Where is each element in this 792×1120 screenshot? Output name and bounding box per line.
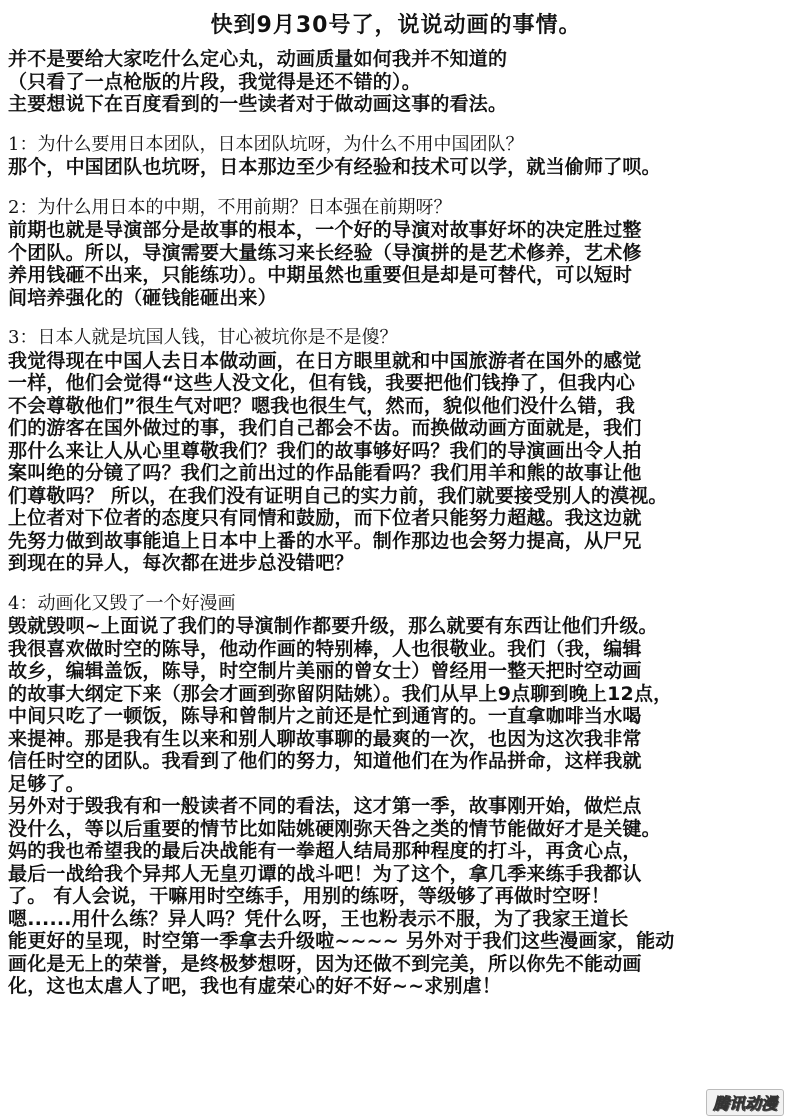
text-line: 到现在的异人，每次都在进步总没错吧？ bbox=[8, 552, 354, 574]
question-heading: 1：为什么要用日本团队，日本团队坑呀，为什么不用中国团队？ bbox=[8, 133, 524, 155]
text-line: 毁就毁呗~上面说了我们的导演制作都要升级，那么就要有东西让他们升级。 bbox=[8, 615, 658, 637]
text-line: 化，这也太虐人了吧，我也有虚荣心的好不好~~求别虐！ bbox=[8, 975, 502, 997]
text-line: （只看了一点枪版的片段，我觉得是还不错的）。 bbox=[8, 70, 421, 93]
text-line: 的故事大纲定下来（那会才画到弥留阴陆姚）。我们从早上9点聊到晚上12点， bbox=[8, 682, 673, 705]
tencent-comic-watermark-logo: 腾讯动漫 bbox=[706, 1089, 784, 1116]
text-line: 主要想说下在百度看到的一些读者对于做动画这事的看法。 bbox=[8, 93, 508, 115]
text-line: 那个，中国团队也坑呀，日本那边至少有经验和技术可以学，就当偷师了呗。 bbox=[8, 156, 661, 178]
text-line: 了。 有人会说，干嘛用时空练手，用别的练呀，等级够了再做时空呀！ bbox=[8, 885, 611, 907]
text-line: 一样，他们会觉得“这些人没文化，但有钱，我要把他们钱挣了，但我内心 bbox=[8, 372, 636, 394]
intro-paragraph bbox=[8, 48, 784, 116]
text-line: 妈的我也希望我的最后决战能有一拳超人结局那种程度的打斗，再贪心点， bbox=[8, 840, 642, 862]
text-line: 并不是要给大家吃什么定心丸，动画质量如何我并不知道的 bbox=[8, 48, 508, 70]
text-line: 来提神。那是我有生以来和别人聊故事聊的最爽的一次，也因为这次我非常 bbox=[8, 727, 642, 750]
text-line: 我觉得现在中国人去日本做动画，在日方眼里就和中国旅游者在国外的感觉 bbox=[8, 349, 642, 372]
section-4 bbox=[8, 593, 784, 998]
text-line: 那什么来让人从心里尊敬我们？我们的故事够好吗？我们的导演画出令人拍 bbox=[8, 439, 642, 462]
text-line: 前期也就是导演部分是故事的根本，一个好的导演对故事好坏的决定胜过整 bbox=[8, 219, 642, 241]
section-3 bbox=[8, 327, 784, 575]
text-line: 我很喜欢做时空的陈导，他动作画的特别棒，人也很敬业。我们（我，编辑 bbox=[8, 637, 642, 660]
text-line: 嗯......用什么练？异人吗？凭什么呀，王也粉表示不服，为了我家王道长 bbox=[8, 907, 629, 930]
text-line: 养用钱砸不出来，只能练功）。中期虽然也重要但是却是可替代，可以短时 bbox=[8, 264, 633, 286]
section-1 bbox=[8, 134, 784, 179]
text-line: 足够了。 bbox=[8, 772, 85, 795]
text-line: 最后一战给我个异邦人无皇刃谭的战斗吧！为了这个，拿几季来练手我都认 bbox=[8, 862, 642, 885]
question-heading: 3：日本人就是坑国人钱，甘心被坑你是不是傻？ bbox=[8, 327, 398, 348]
text-line: 个团队。所以，导演需要大量练习来长经验（导演拼的是艺术修养，艺术修 bbox=[8, 241, 642, 264]
text-line: 能更好的呈现，时空第一季拿去升级啦~~~~ 另外对于我们这些漫画家，能动 bbox=[8, 930, 675, 952]
text-line: 另外对于毁我有和一般读者不同的看法，这才第一季，故事刚开始，做烂点 bbox=[8, 795, 642, 817]
text-line: 信任时空的团队。我看到了他们的努力，知道他们在为作品拼命，这样我就 bbox=[8, 750, 642, 772]
text-line: 上位者对下位者的态度只有同情和鼓励，而下位者只能努力超越。我这边就 bbox=[8, 507, 642, 529]
text-line: 中间只吃了一顿饭，陈导和曾制片之前还是忙到通宵的。一直拿咖啡当水喝 bbox=[8, 705, 642, 727]
text-line: 没什么，等以后重要的情节比如陆姚硬刚弥天咎之类的情节能做好才是关键。 bbox=[8, 817, 661, 840]
section-2 bbox=[8, 197, 784, 310]
article-body bbox=[8, 48, 784, 998]
text-line: 先努力做到故事能追上日本中上番的水平。制作那边也会努力提高，从尸兄 bbox=[8, 529, 642, 552]
text-line: 故乡，编辑盖饭，陈导，时空制片美丽的曾女士）曾经用一整天把时空动画 bbox=[8, 660, 642, 682]
text-line: 间培养强化的（砸钱能砸出来） bbox=[8, 286, 277, 309]
text-line: 案叫绝的分镜了吗？我们之前出过的作品能看吗？我们用羊和熊的故事让他 bbox=[8, 462, 642, 484]
text-line: 画化是无上的荣誉，是终极梦想呀，因为还做不到完美，所以你先不能动画 bbox=[8, 952, 642, 975]
page-title: 快到9月30号了，说说动画的事情。 bbox=[210, 13, 582, 38]
text-line: 们的游客在国外做过的事，我们自己都会不齿。而换做动画方面就是，我们 bbox=[8, 417, 642, 439]
question-heading: 4：动画化又毁了一个好漫画 bbox=[8, 592, 236, 614]
question-heading: 2：为什么用日本的中期，不用前期？日本强在前期呀？ bbox=[8, 196, 452, 218]
text-line: 们尊敬吗？ 所以，在我们没有证明自己的实力前，我们就要接受别人的漠视。 bbox=[8, 484, 668, 507]
text-line: 不会尊敬他们”很生气对吧？嗯我也很生气，然而，貌似他们没什么错，我 bbox=[8, 394, 636, 417]
